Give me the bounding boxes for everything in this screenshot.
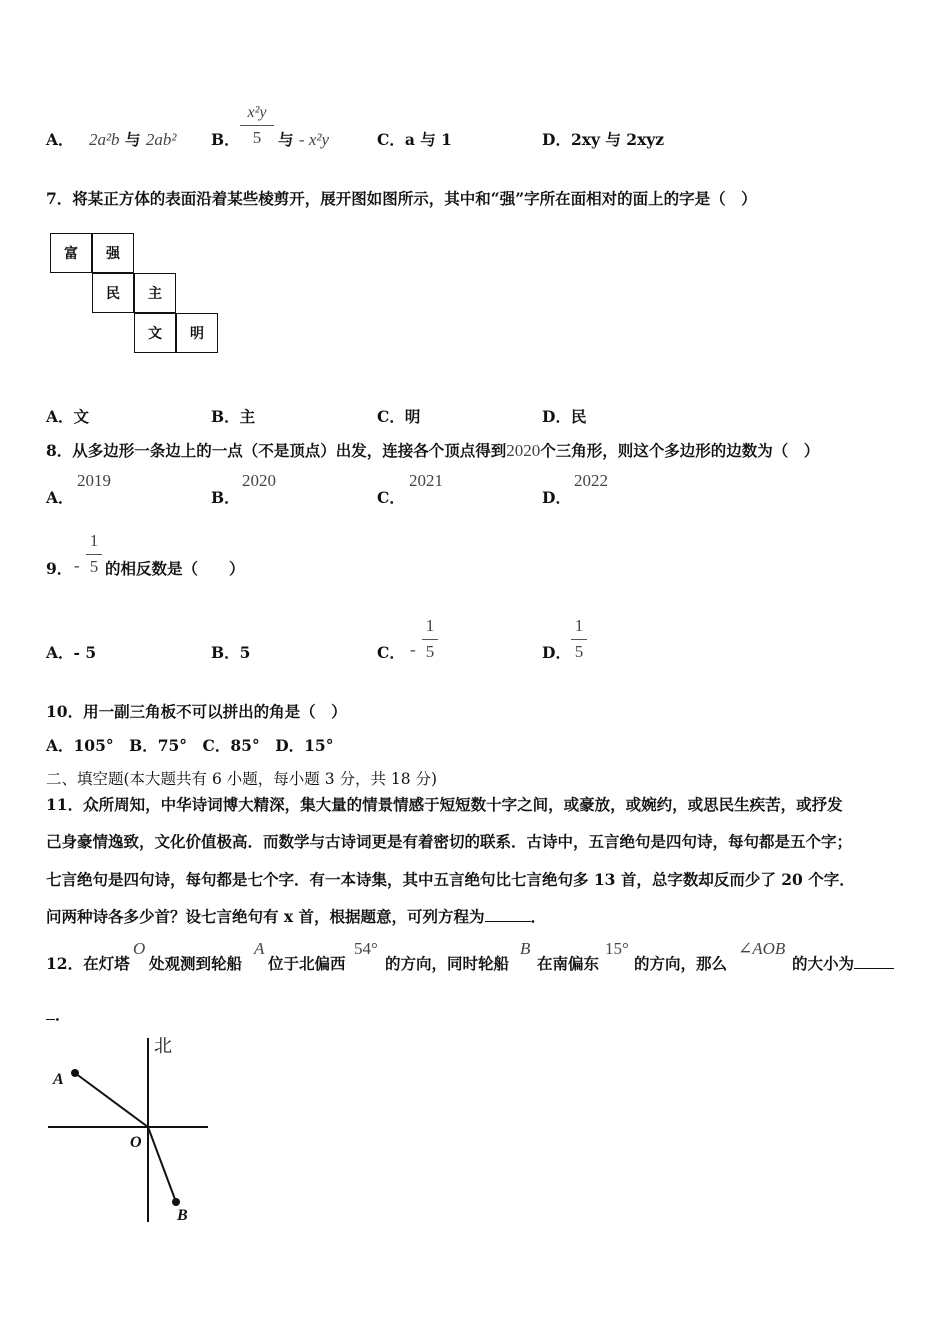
q12-p1: 12．在灯塔	[46, 954, 130, 973]
q12-p6: 的方向，那么	[634, 954, 728, 973]
north-label: 北	[154, 1036, 172, 1056]
frac-bar	[86, 554, 102, 555]
net-face-min: 民	[92, 273, 134, 313]
q12-p4: 的方向，同时轮船	[385, 954, 510, 973]
frac-denominator: 5	[574, 642, 584, 661]
q8-option-c-label: C．	[377, 488, 405, 507]
q12-tail	[46, 1003, 71, 1025]
q8-option-d-value: 2022	[574, 471, 608, 490]
net-face-zhu: 主	[134, 273, 176, 313]
option-value: - 5	[73, 643, 97, 662]
option-text: a 与 1	[404, 130, 452, 149]
label-o: O	[130, 1134, 142, 1151]
q8-stem	[46, 439, 819, 461]
answer-blank	[485, 907, 531, 922]
option-value: 5	[239, 643, 251, 662]
q12-p5: 在南偏东	[537, 954, 600, 973]
option-label: B．	[211, 643, 240, 662]
q7-option-c: C．明	[377, 407, 421, 426]
q8-option-c-value: 2021	[409, 471, 443, 490]
ray-ob	[148, 1127, 176, 1202]
q6-option-b-fraction	[240, 104, 274, 148]
q11-line-2: 己身豪情逸致，文化价值极高．而数学与古诗词更是有着密切的联系．古诗中，五言绝句是四句诗，每句都是五个字；	[46, 832, 853, 851]
q8-stem-pre: 8．从多边形一条边上的一点（不是顶点）出发，连接各个顶点得到	[46, 441, 507, 460]
point-a-dot	[71, 1069, 79, 1077]
q12-angle-aob: ∠AOB	[738, 939, 786, 958]
q8-option-b-label: B．	[211, 488, 240, 507]
q8-option-a-label: A．	[46, 488, 74, 507]
q6-option-c	[377, 128, 452, 150]
q8-number: 2020	[506, 441, 541, 460]
q9-option-c-fraction	[422, 616, 438, 662]
answer-blank-continued	[46, 1005, 55, 1020]
q10-stem: 10．用一副三角板不可以拼出的角是（ ）	[46, 702, 347, 721]
direction-figure	[40, 1030, 220, 1230]
q9-option-c-label: C．	[377, 643, 405, 662]
option-label: A．	[46, 643, 74, 662]
option-label: D．	[542, 130, 571, 149]
frac-denominator: 5	[89, 557, 99, 576]
expr-2a2b: 2a²b	[88, 130, 120, 149]
q7-stem: 7．将某正方体的表面沿着某些棱剪开，展开图如图所示，其中和“强”字所在面相对的面上的字是（ ）	[46, 189, 757, 208]
option-text: 2xy 与 2xyz	[570, 130, 665, 149]
q11-line-4	[46, 905, 546, 927]
expr-2ab2: 2ab²	[145, 130, 177, 149]
q7-option-d: D．民	[542, 407, 587, 426]
q9-option-a	[46, 641, 96, 663]
q10-options: A．105° B．75° C．85° D．15°	[46, 736, 334, 755]
q6-option-d	[542, 128, 664, 150]
q11-line-4-text: 问两种诗各多少首？设七言绝句有 x 首，根据题意，可列方程为	[46, 907, 485, 926]
q9-option-c-minus: -	[410, 640, 416, 659]
q11-line-1: 11．众所周知，中华诗词博大精深，集大量的情景情感于短短数十字之间，或豪放，或婉约，或思民生疾苦，或抒发	[46, 795, 843, 814]
q8-option-b-value: 2020	[242, 471, 276, 490]
net-face-qiang: 强	[92, 233, 134, 273]
q12-point-b: B	[520, 939, 531, 958]
q9-stem: 的相反数是（ ）	[105, 559, 245, 578]
q9-option-d-fraction	[571, 616, 587, 662]
answer-blank	[854, 954, 894, 969]
option-label: A．	[46, 130, 74, 149]
q6-option-b-rest	[278, 128, 329, 150]
option-label: C．	[377, 130, 405, 149]
frac-bar	[240, 125, 274, 126]
net-face-ming: 明	[176, 313, 218, 353]
q12-angle-15: 15°	[605, 939, 629, 958]
point-b-dot	[172, 1198, 180, 1206]
q9-fraction	[86, 531, 102, 577]
net-face-wen: 文	[134, 313, 176, 353]
q9-option-b	[211, 641, 250, 663]
frac-bar	[571, 639, 587, 640]
q12-angle-54: 54°	[354, 939, 378, 958]
frac-numerator: 1	[89, 531, 99, 550]
frac-denominator: 5	[252, 128, 262, 147]
frac-numerator: 1	[574, 616, 584, 635]
section-title: 二、填空题(本大题共有 6 小题，每小题 3 分，共 18 分)	[46, 770, 438, 788]
label-a: A	[53, 1071, 64, 1088]
q12-p7	[792, 952, 894, 974]
net-face-fu: 富	[50, 233, 92, 273]
q9-minus: -	[74, 556, 80, 575]
frac-numerator: x²y	[247, 104, 267, 121]
q12-p3: 位于北偏西	[268, 954, 346, 973]
frac-denominator: 5	[425, 642, 435, 661]
conj-text: 与	[278, 130, 294, 149]
q6-option-b-label: B．	[211, 130, 240, 149]
q9-option-d-label: D．	[542, 643, 571, 662]
q8-option-a-value: 2019	[77, 471, 111, 490]
q6-option-a	[46, 128, 176, 150]
q8-option-d-label: D．	[542, 488, 571, 507]
label-b: B	[177, 1207, 188, 1224]
q8-stem-post: 个三角形，则这个多边形的边数为（ ）	[540, 441, 820, 460]
q12-p2: 处观测到轮船	[149, 954, 243, 973]
conj-text: 与	[124, 130, 141, 149]
q12-point-a: A	[254, 939, 265, 958]
q12-tail-text: ．	[55, 1005, 71, 1024]
q11-line-3: 七言绝句是四句诗，每句都是七个字．有一本诗集，其中五言绝句比七言绝句多 13 首，总字数却反而少了 20 个字．	[46, 870, 855, 889]
expr-neg-x2y: - x²y	[298, 130, 330, 149]
q9-number: 9．	[46, 559, 73, 578]
ray-oa	[75, 1073, 148, 1127]
q11-line-4-end: ．	[530, 907, 547, 926]
q7-option-a: A．文	[46, 407, 90, 426]
q12-p7-text: 的大小为	[792, 954, 855, 973]
frac-numerator: 1	[425, 616, 435, 635]
q7-option-b: B．主	[211, 407, 256, 426]
frac-bar	[422, 639, 438, 640]
q12-point-o: O	[133, 939, 146, 958]
